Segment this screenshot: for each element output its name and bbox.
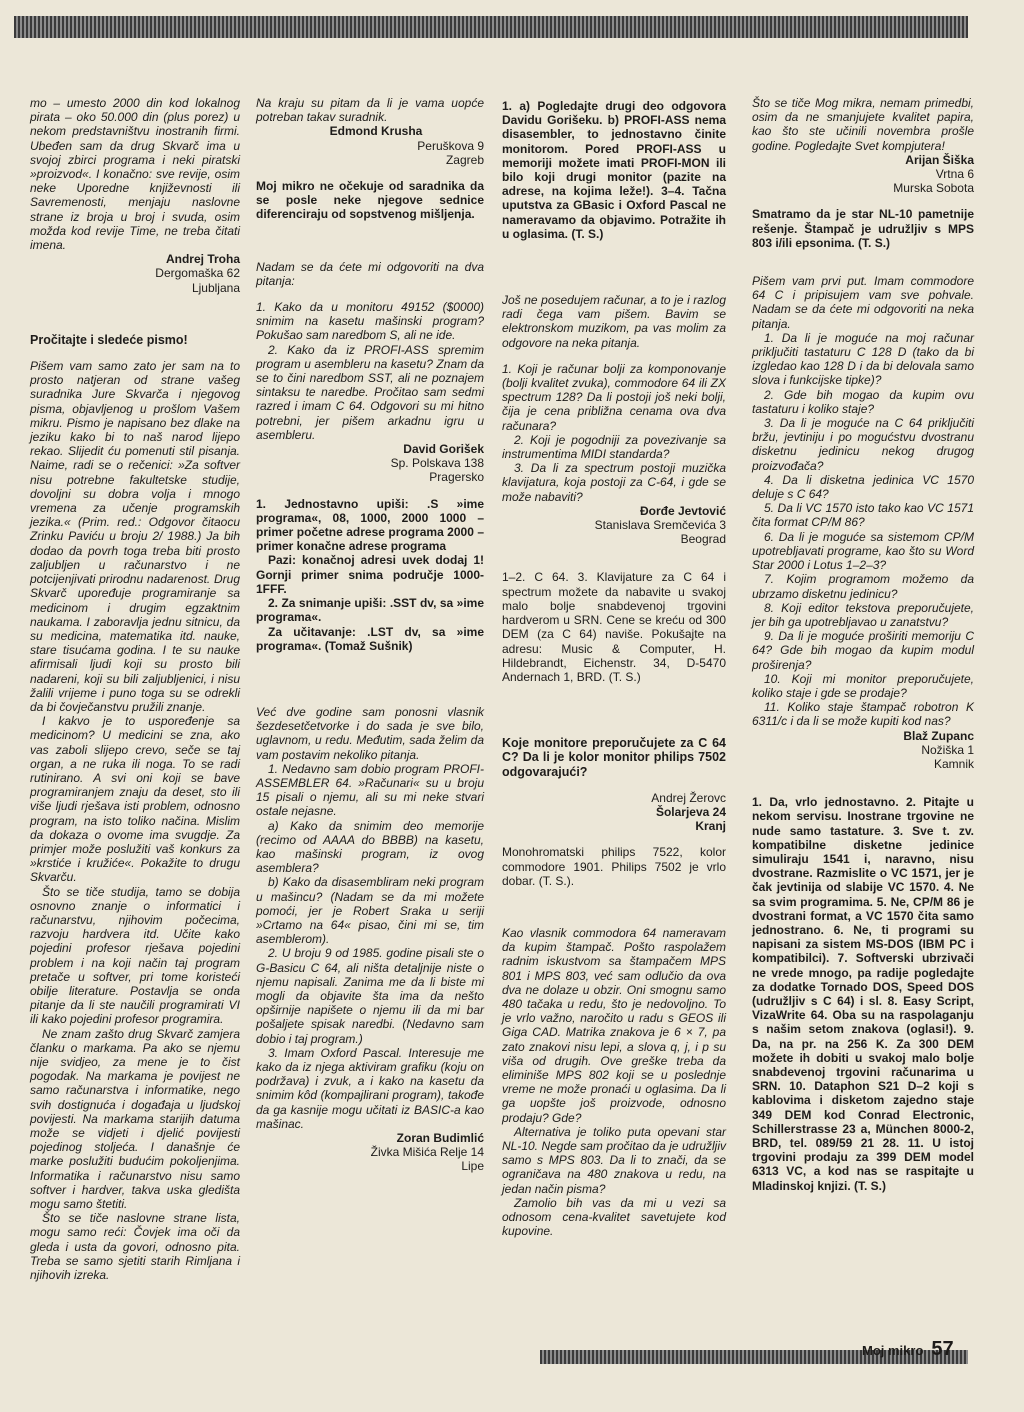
letter-question: 5. Da li VC 1570 isto tako kao VC 1571 čita format CP/M 86? xyxy=(752,501,974,530)
page-footer xyxy=(862,1338,954,1361)
signature-address: Vrtna 6 xyxy=(935,167,974,182)
signature-name: Zoran Budimlić xyxy=(396,1131,484,1145)
letter-question: 10. Koji mi monitor preporučujete, koliko staje i gde se prodaje? xyxy=(752,671,974,700)
column-1 xyxy=(30,96,240,1282)
letter-text: Što se tiče studija, tamo se dobija osnovno znanje o informatici i računarstvu, njihovim počecima, razvoju hardvera itd. Učite kako pojedini profesor rješava pojedini problem i na koji način taj program pretače u softver, pri tome koristeći obilje literature. Postavlja se onda pitanje da li ste naučili programirati VI ili kako pojedini profesor programira. xyxy=(30,884,240,1027)
signature-city: Kranj xyxy=(695,819,726,834)
signature-city: Lipe xyxy=(461,1159,484,1174)
editor-answer: 1. Da, vrlo jednostavno. 2. Pitajte u nekom servisu. Inostrane trgovine ne nude samo tastature. 3. Sve t. zv. kompatibilne disketne jedinice simuliraju 1541 i, naravno, nisu dvostrane. Razmislite o VC 1571, jer je čak jevtinija od slabije VC 1570. 4. Ne sa svim programima. 5. Ne, CP/M 86 je dvostrani format, a VC 1570 čita samo jednostrano. 6. Ne, ti programi su napisani za sistem MS-DOS (IBM PC i kompatibilci). 7. Softverski ubrzivači ne vrede mnogo, pa radije pogledajte za dodatke Tornado DOS, Speed DOS (udružljiv s C 64) i sl. 8. Easy Script, VizaWrite 64. Oba su na raspolaganju s našim setom znakova (oglasi!). 9. Da, na pr. na 256 K. Za 300 DEM možete ih dobiti u svakoj malo bolje snabdevenoj trgovini računarima u SRN. 10. Dataphon S21 D–2 koji s kablovima i disketom zajedno staje 349 DEM kod Conrad Electronic, Schillerstrasse 23 a, München 8000-2, BRD, tel. 089/59 21 28. 11. U istoj trgovini prodaju za 399 DEM model 6313 VC, a kod nas se raspitajte u Mladinskoj knjizi. (T. S.) xyxy=(752,795,974,1193)
column-2 xyxy=(256,96,484,1174)
signature-city: Ljubljana xyxy=(191,280,240,295)
letter-text: Nadam se da ćete mi odgovoriti na dva pitanja: xyxy=(256,259,484,288)
letter-text: Ne znam zašto drug Skvarč zamjera članku o markama. Pa ako se njemu nije svidjeo, za mene je to čist pogodak. Na markama je povijest ne samo računarstva i informatike, nego svih dostignuća i događaja u ljudskoj povijesti. Na markama starijih datuma može se vidjeti i djelić povijesti pojedinog stoljeća. I današnje će marke poslužiti budućim pokoljenjima. Informatika i računarstvo nisu samo softver i hardver, takva uska gledišta mogu samo štetiti. xyxy=(30,1026,240,1212)
signature-name: David Gorišek xyxy=(403,442,484,457)
signature-address: Šolarjeva 24 xyxy=(655,804,726,819)
letter-question: 1. Da li je moguće na moj računar priključiti tastaturu C 128 D (tako da bi izgledao kao 128 D i da bi delovala samo slova i funkcijske tipke)? xyxy=(752,330,974,388)
letter-text: Još ne posedujem računar, a to je i razlog radi čega vam pišem. Bavim se elektronskom muzikom, pa vas molim za odgovore na neka pitanja. xyxy=(502,293,726,350)
letter-question: 4. Da li disketna jedinica VC 1570 deluje s C 64? xyxy=(752,472,974,502)
letter-heading: Koje monitore preporučujete za C 64 C? Da li je kolor monitor philips 7502 odgovarajući? xyxy=(502,736,726,779)
page-number: 57 xyxy=(931,1338,954,1360)
column-4 xyxy=(752,96,974,1193)
editor-answer: 1. a) Pogledajte drugi deo odgovora Davidu Gorišeku. b) PROFI-ASS nema disasembler, to jednostavno činite monitorom. Pored PROFI-ASS u memoriji možete imati PROFI-MON ili bilo koji drugi monitor (pazite na adrese, na kojima leže!). 3–4. Tačna uputstva za GBasic i Oxford Pascal ne nameravamo da objavimo. Potražite ih u oglasima. (T. S.) xyxy=(502,99,726,241)
letter-heading: Pročitajte i sledeće pismo! xyxy=(30,332,188,347)
signature-name: Đorđe Jevtović xyxy=(639,503,726,518)
editor-answer: Za učitavanje: .LST dv, sa »ime programa«. (Tomaž Sušnik) xyxy=(256,624,484,653)
editor-answer: 2. Za snimanje upiši: .SST dv, sa »ime programa«. xyxy=(256,596,484,625)
letter-question: 1. Koji je računar bolji za komponovanje (bolji kvalitet zvuka), commodore 64 ili ZX spectrum 128? Da li postoji još neki bolji, čija je cena približna cenama ova dva računara? xyxy=(502,361,726,433)
signature-name: Edmond Krusha xyxy=(329,124,423,139)
signature-address: Peruškova 9 xyxy=(417,138,484,153)
letter-question: 6. Da li je moguće sa sistemom CP/M upotrebljavati programe, kao što su Word Star 2000 i Lotus 1–2–3? xyxy=(752,529,974,573)
letter-text: mo – umesto 2000 din kod lokalnog pirata – oko 50.000 din (plus porez) u nekom predstavništvu inostranih firmi. Ubeđen sam da drug Skvarč ima u svojoj zbirci programa i neki piratski »proizvod«. I konačno: sve revije, osim neke Uporedne književnosti ili Savremenosti, menjaju naslovne strane iz broja u broj i svuda, osim možda kod revije Time, ne treba čitati imena. xyxy=(30,96,240,253)
letter-text: Što se tiče Mog mikra, nemam primedbi, osim da ne smanjujete kvalitet papira, kao što ste učinili novembra prošle godine. Pogledajte Svet kompjutera! xyxy=(752,96,974,153)
letter-text: Pišem vam prvi put. Imam commodore 64 C i pripisujem vam sve pohvale. Nadam se da ćete mi odgovoriti na neka pitanja. xyxy=(752,274,974,331)
editor-answer: Moj mikro ne očekuje od saradnika da se posle neke njegove sednice diferenciraju od sopstvenog mišljenja. xyxy=(256,179,484,222)
signature-name: Andrej Žerovc xyxy=(651,790,726,805)
letter-question: 9. Da li je moguće proširiti memoriju C 64? Gde bih mogao da kupim modul proširenja? xyxy=(752,629,974,672)
letter-question: 7. Kojim programom možemo da ubrzamo disketnu jedinicu? xyxy=(752,572,974,601)
letter-text: Zamolio bih vas da mi u vezi sa odnosom cena-kvalitet savetujete kod kupovine. xyxy=(502,1195,726,1239)
signature-city: Kamnik xyxy=(933,756,974,771)
signature-city: Pragersko xyxy=(429,470,484,485)
signature-address: Stanislava Sremčevića 3 xyxy=(594,518,726,533)
letter-text: Kao vlasnik commodora 64 nameravam da kupim štampač. Pošto raspolažem radnim iskustvom sa štampačem MPS 801 i MPS 803, već sam odlučio da ova dva ne dolaze u obzir. Oni smognu samo 480 tačaka u redu, što je nedovoljno. To je vrlo važno, naročito u radu s GEOS ili Giga CAD. Matrika znakova je 6 × 7, pa zato znakovi nisu lepi, a slova q, j, i p su viša od drugih. Ove greške treba da eliminiše MPS 802 koji se u poslednje vreme ne može pronaći u oglasima. Da li ga uopšte još proizvode, odnosno prodaju? Gde? xyxy=(502,925,726,1125)
letter-question: 8. Koji editor tekstova preporučujete, jer bih ga upotrebljavao u zanatstvu? xyxy=(752,600,974,629)
letter-text: I kakvo je to uspoređenje sa medicinom? U medicini se zna, ako vas zaboli slijepo crevo, seče se taj organ, a ne ruka ili noga. To se radi rutinirano. A svi oni koji se bave programiranjem znaju da deset, sto ili više ljudi rješava isti problem, odnosno program, na isto toliko načina. Mislim da dokaza o ovome ima svugdje. Za primjer može poslužiti vaš konkurs za »krstiće i kružiće«. Pokažite to drugu Skvarču. xyxy=(30,714,240,885)
signature-city: Zagreb xyxy=(445,152,484,167)
letter-question: 11. Koliko staje štampač robotron K 6311/c i da li se može kupiti kod nas? xyxy=(752,700,974,729)
signature-name: Arijan Šiška xyxy=(905,152,974,167)
signature-address: Nožiška 1 xyxy=(921,742,974,757)
letter-question: 1. Kako da u monitoru 49152 ($0000) snimim na kasetu mašinski program? Pokušao sam naredbom S, ali ne ide. xyxy=(256,300,484,343)
signature-address: Sp. Polskava 138 xyxy=(390,456,484,471)
letter-question: 3. Imam Oxford Pascal. Interesuje me kako da iz njega aktiviram grafiku (koju on podržava) i zvuk, a i kako na kasetu da snimim kôd (kompajlirani program), takođe da ga kasnije mogu učitati iz BASIC-a kao mašinac. xyxy=(256,1045,484,1131)
signature-address: Živka Mišića Relje 14 xyxy=(370,1145,484,1160)
letter-question: 3. Da li za spectrum postoji muzička klavijatura, koja postoji za C-64, i gde se može nabaviti? xyxy=(502,461,726,504)
editor-answer: Monohromatski philips 7522, kolor commodore 1901. Philips 7502 je vrlo dobar. (T. S.). xyxy=(502,845,726,888)
editor-answer: Pazi: konačnoj adresi uvek dodaj 1! Gornji primer snima područje 1000-1FFF. xyxy=(256,553,484,596)
signature-name: Blaž Zupanc xyxy=(903,728,974,743)
editor-answer: Smatramo da je star NL-10 pametnije rešenje. Štampač je udružljiv s MPS 803 i/ili epsonima. (T. S.) xyxy=(752,207,974,250)
editor-answer: 1–2. C 64. 3. Klavijature za C 64 i spectrum možete da nabavite u svakoj malo bolje snabdevenoj trgovini hardverom u SRN. Cene se kreću od 300 DEM (za C 64) naviše. Pokušajte na adresu: Music & Computer, H. Hildebrandt, Eichenstr. 34, D-5470 Andernach 1, BRD. (T. S.) xyxy=(502,570,726,684)
letter-question: b) Kako da disasembliram neki program u mašincu? (Nadam se da mi možete pomoći, jer je Robert Sraka u seriji »Crtamo na 64« pisao, čini mi se, tim asemblerom). xyxy=(256,875,484,947)
magazine-name: Moj mikro xyxy=(862,1343,924,1358)
letter-question: 2. U broju 9 od 1985. godine pisali ste o G-Basicu C 64, ali ništa detaljnije niste o njemu napisali. Zanima me da li biste mi mogli da objavite šta ima da nešto opširnije napišete o njemu ili da mi bar pošaljete spisak naredbi. (Nedavno sam dobio i taj program.) xyxy=(256,946,484,1046)
letter-text: Na kraju su pitam da li je vama uopće potreban takav suradnik. xyxy=(256,96,484,125)
letter-question: 2. Koji je pogodniji za povezivanje sa instrumentima MIDI standarda? xyxy=(502,432,726,462)
letter-text: Pišem vam samo zato jer sam na to prosto natjeran od strane vašeg suradnika Jure Skvarča i njegovog pisma, objavljenog u prošlom Vašem mikru. Pismo je napisano bez dlake na jeziku kako bi to naš narod lijepo rekao. Slijedit ću pomenuti stil pisanja. Naime, radi se o rečenici: »Za softver nisu potrebne fakultetske studije, dovoljni su dobra volja i mnogo vremena za učenje programskih jezika.« (Prim. red.: Odgovor čitaocu Zrinku Paviću u broju 2/ 1988.) Ja bih dodao da povrh toga treba biti prosto zaljubljen u računarstvo i ne potcijenjivati prirodnu nadarenost. Drug Skvarč upoređuje programiranje sa medicinom i drugim egzaktnim naukama. I zaboravlja jednu sitnicu, da su medicina, matematika itd. nauke, stare tisućama godina. I te su nauke afirmisali ljudi koji su prosto bili nadareni, koji su bili zaljubljenici, i nisu žalili vrijeme i puno toga su se odrekli da bi čovječanstvu pružili znanje. xyxy=(30,359,240,714)
top-decorative-bar xyxy=(14,16,968,38)
signature-city: Beograd xyxy=(680,532,726,547)
signature-city: Murska Sobota xyxy=(893,181,974,196)
column-3 xyxy=(502,99,726,1238)
letter-question: 3. Da li je moguće na C 64 priključiti bržu, jevtiniju i po mogućstvu dvostranu disketnu jedinicu nekog drugog proizvođača? xyxy=(752,416,974,473)
signature-address: Dergomaška 62 xyxy=(155,266,240,281)
letter-text: Već dve godine sam ponosni vlasnik šezdesetčetvorke i do sada je sve bilo, uglavnom, u redu. Međutim, sada želim da vam postavim nekoliko pitanja. xyxy=(256,704,484,762)
signature-name: Andrej Troha xyxy=(165,252,240,267)
letter-question: 2. Gde bih mogao da kupim ovu tastaturu i koliko staje? xyxy=(752,387,974,416)
editor-answer: 1. Jednostavno upiši: .S »ime programa«, 08, 1000, 2000 1000 – primer početne adrese programa 2000 – primer konačne adrese programa xyxy=(256,496,484,554)
letter-question: a) Kako da snimim deo memorije (recimo od AAAA do BBBB) na kasetu, kao mašinski program, iz ovog asemblera? xyxy=(256,818,484,876)
letter-question: 2. Kako da iz PROFI-ASS spremim program u asembleru na kasetu? Znam da se to čini naredbom SST, ali ne poznajem sintaksu te naredbe. Pročitao sam sedmi razred i imam C 64. Odgovori su mi hitno potrebni, jer pišem arkadnu igru u asembleru. xyxy=(256,342,484,442)
letter-text: Alternativa je toliko puta opevani star NL-10. Negde sam pročitao da je udružljiv samo s MPS 803. Da li to znači, da se ograničava na 480 znakova u redu, na jedan način pisma? xyxy=(502,1124,726,1196)
letter-text: Što se tiče naslovne strane lista, mogu samo reći: Čovjek ima oči da gleda i usta da govori, odnosno pita. Treba se samo sjetiti starih Rimljana i njihovih izreka. xyxy=(30,1211,240,1283)
letter-question: 1. Nedavno sam dobio program PROFI-ASSEMBLER 64. »Računari« su u broju 15 pisali o njemu, ali su mi neke stvari ostale nejasne. xyxy=(256,761,484,819)
